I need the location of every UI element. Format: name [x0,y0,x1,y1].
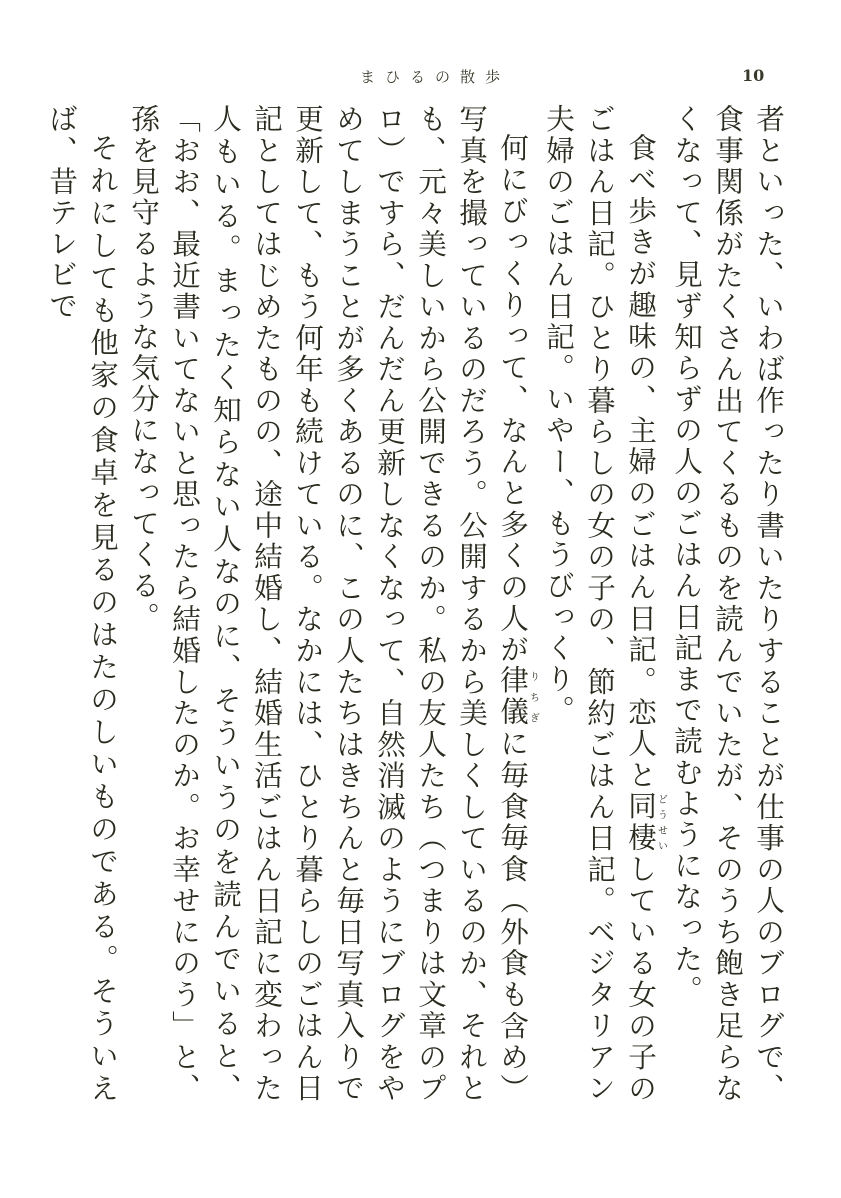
paragraph-2-text-a: 食べ歩きが趣味の、主婦のごはん日記。恋人と [624,132,658,791]
paragraph-2-text-b: している女の子のごはん日記。ひとり暮らしの女の子の、節約ごはん日記。ベジタリアン夫婦のごはん日記。いやー、もうびっくり。 [542,104,658,1104]
running-head: まひるの散歩 [360,68,511,86]
paragraph-3 [123,104,538,1104]
body-text [41,104,789,1104]
paragraph-3-text-a: 何にびっくりって、なんと多くの人が [496,132,530,666]
page-number: 10 [742,66,765,85]
ruby-richigi-reading: りちぎ [527,665,539,728]
ruby-richigi: 律儀りちぎ [496,665,539,729]
paragraph-2 [538,104,666,1104]
ruby-dousei: 同棲どうせい [624,790,667,854]
paragraph-4: それにしても他家の食卓を見るのはたのしいものである。そういえば、昔テレビで [45,104,120,1104]
ruby-dousei-reading: どうせい [655,790,667,854]
paragraph-3-text-b: に毎食毎食（外食も含め）写真を撮っているのだろう。公開するから美しくしているのか、それとも、元々美しいから公開できるのか。私の友人たち（つまりは文章のプロ）ですら、だんだん更新しなくなって、自然消滅のようにブログをやめてしまうことが多くあるのに、この人たちはきちんと毎日写真入りで更新して、もう何年も続けている。なかには、ひとり暮らしのごはん日記としてはじめたものの、途中結婚し、結婚生活ごはん日記に変わった人もいる。まったく知らない人なのに、そういうのを読んでいると、「おお、最近書いてないと思ったら結婚したのか。お幸せにのう」と、孫を見守るような気分になってくる。 [127,104,530,1105]
paragraph-1: 者といった、いわば作ったり書いたりすることが仕事の人のブログで、食事関係がたくさん出てくるものを読んでいたが、そのうち飽き足らなくなって、見ず知らずの人のごはん日記まで読むようになった。 [670,104,786,1104]
